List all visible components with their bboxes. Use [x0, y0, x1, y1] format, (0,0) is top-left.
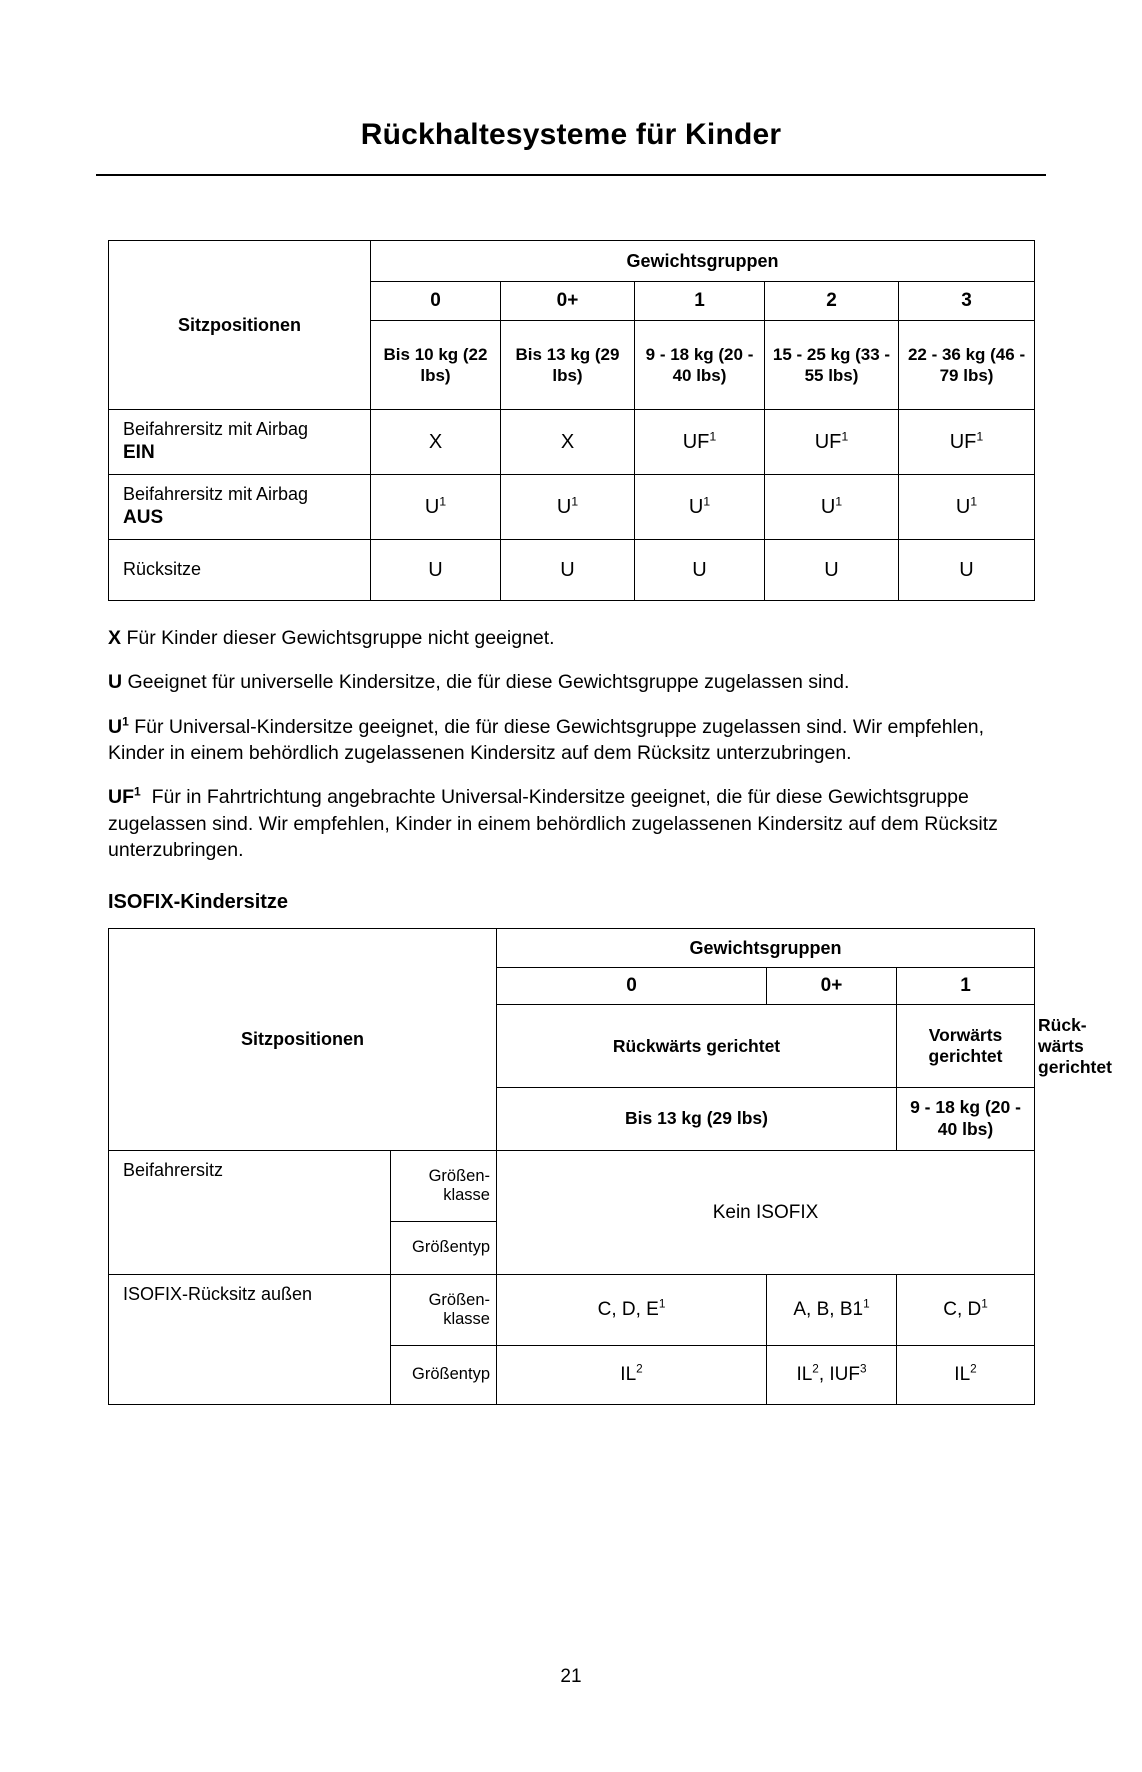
group-number-3: 3	[899, 282, 1035, 321]
cell-airbag-off-g0: $U^1$	[371, 475, 501, 540]
isofix-size-class-rear-g0plus: A, B, $B1^1$	[767, 1275, 897, 1346]
isofix-group-1: 1	[897, 968, 1035, 1005]
isofix-row-label-front-passenger: Beifahrersitz	[109, 1151, 391, 1275]
legend-item-uf1	[108, 784, 1034, 863]
legend-block	[108, 625, 1034, 863]
legend-text-u: Geeignet für universelle Kindersitze, die für diese Gewichtsgruppe zugelassen sind.	[127, 671, 850, 694]
document-page	[0, 118, 1142, 1772]
page-number: 21	[560, 1666, 582, 1687]
table-row	[109, 540, 1035, 601]
cell-rear-g2: U	[765, 540, 899, 601]
weight-group-table	[108, 240, 1035, 601]
isofix-weight-groups-header: Gewichtsgruppen	[497, 929, 1035, 968]
group-number-1: 1	[635, 282, 765, 321]
isofix-weight-upto13: Bis 13 kg (29 lbs)	[497, 1088, 897, 1151]
isofix-section-heading: ISOFIX-Kindersitze	[108, 891, 289, 914]
table-row	[109, 1151, 1035, 1222]
isofix-size-class-label-rear: Größen- klasse	[391, 1275, 497, 1346]
table-row	[109, 929, 1035, 968]
weight-groups-header: Gewichtsgruppen	[371, 241, 1035, 282]
isofix-size-type-label-rear: Größentyp	[391, 1346, 497, 1405]
legend-text-u1: Für Universal-Kindersitze geeignet, die für diese Gewichtsgruppe zugelassen sind. Wir empfehlen, Kinder in einem behördlich zugelassenen Kindersitz auf dem Rücksitz unterzubringen.	[108, 715, 984, 765]
table-row	[109, 475, 1035, 540]
group-weight-3: 22 - 36 kg (46 - 79 lbs)	[899, 321, 1035, 410]
cell-airbag-off-g0plus: $U^1$	[501, 475, 635, 540]
cell-airbag-on-g0plus: X	[501, 410, 635, 475]
weight-group-table-container	[108, 240, 1034, 601]
isofix-seat-positions-header: Sitzpositionen	[109, 929, 497, 1151]
row-label-text: Beifahrersitz mit Airbag	[123, 484, 309, 505]
isofix-size-type-rear-g0: $IL^2$	[497, 1346, 767, 1405]
legend-marker-uf1: $UF^1$	[108, 784, 141, 809]
isofix-size-class-rear-g0: C, D, $E^1$	[497, 1275, 767, 1346]
group-weight-2: 15 - 25 kg (33 - 55 lbs)	[765, 321, 899, 410]
isofix-direction-rearward-wide: Rückwärts gerichtet	[497, 1005, 897, 1088]
isofix-group-0plus: 0+	[767, 968, 897, 1005]
cell-airbag-on-g1: $UF^1$	[635, 410, 765, 475]
seat-positions-header: Sitzpositionen	[109, 241, 371, 410]
row-label-airbag-on	[109, 410, 371, 475]
isofix-table	[108, 928, 1112, 1405]
isofix-direction-forward: Vorwärts gerichtet	[897, 1005, 1035, 1088]
cell-airbag-on-g2: $UF^1$	[765, 410, 899, 475]
group-number-0plus: 0+	[501, 282, 635, 321]
row-label-airbag-off	[109, 475, 371, 540]
group-weight-0plus: Bis 13 kg (29 lbs)	[501, 321, 635, 410]
cell-airbag-on-g0: X	[371, 410, 501, 475]
cell-rear-g0: U	[371, 540, 501, 601]
cell-airbag-off-g1: $U^1$	[635, 475, 765, 540]
isofix-size-class-label-front: Größen- klasse	[391, 1151, 497, 1222]
legend-marker-u1: $U^1$	[108, 714, 129, 738]
cell-airbag-off-g3: $U^1$	[899, 475, 1035, 540]
group-weight-0: Bis 10 kg (22 lbs)	[371, 321, 501, 410]
legend-item-u	[108, 669, 1034, 695]
isofix-table-container	[108, 928, 1112, 1405]
cell-rear-g3: U	[899, 540, 1035, 601]
legend-text-x: Für Kinder dieser Gewichtsgruppe nicht geeignet.	[126, 627, 555, 650]
table-row	[109, 1275, 1035, 1346]
group-number-2: 2	[765, 282, 899, 321]
isofix-size-type-label-front: Größentyp	[391, 1222, 497, 1275]
cell-rear-g0plus: U	[501, 540, 635, 601]
table-row	[109, 241, 1035, 282]
row-label-text: Beifahrersitz mit Airbag	[123, 419, 309, 439]
isofix-group-0: 0	[497, 968, 767, 1005]
page-header	[96, 118, 1046, 152]
cell-airbag-on-g3: $UF^1$	[899, 410, 1035, 475]
legend-item-x	[108, 625, 1034, 651]
legend-item-u1	[108, 714, 1034, 767]
page-title: Rückhaltesysteme für Kinder	[360, 118, 782, 151]
legend-marker-u: U	[108, 671, 123, 694]
table-row	[109, 410, 1035, 475]
isofix-size-type-rear-g0plus: $IL^2$, IUF$^3$	[767, 1346, 897, 1405]
group-weight-1: 9 - 18 kg (20 - 40 lbs)	[635, 321, 765, 410]
isofix-size-class-rear-g1: C, $D^1$	[897, 1275, 1035, 1346]
isofix-front-no-isofix: Kein ISOFIX	[497, 1151, 1035, 1275]
group-number-0: 0	[371, 282, 501, 321]
table-row: Rückwärts gerichtet Vorwärts gerichtet Rück- wärts gerichtet	[109, 1005, 1035, 1088]
header-divider	[96, 174, 1046, 176]
legend-text-uf1: Für in Fahrtrichtung angebrachte Universal-Kindersitze geeignet, die für diese Gewichtsgruppe zugelassen sind. Wir empfehlen, Kinder in einem behördlich zugelassenen Kindersitz auf dem Rücksitz unterzubringen.	[108, 786, 998, 862]
isofix-size-type-rear-g1: $IL^2$	[897, 1346, 1035, 1405]
cell-rear-g1: U	[635, 540, 765, 601]
row-label-emphasis: AUS	[123, 507, 164, 529]
row-label-rear-seats	[109, 540, 371, 601]
row-label-emphasis: EIN	[123, 442, 155, 464]
cell-airbag-off-g2: $U^1$	[765, 475, 899, 540]
legend-marker-x: X	[108, 627, 122, 650]
isofix-row-label-rear-outer: ISOFIX-Rücksitz außen	[109, 1275, 391, 1405]
isofix-weight-g1: 9 - 18 kg (20 - 40 lbs)	[897, 1088, 1035, 1151]
row-label-text: Rücksitze	[123, 559, 202, 580]
